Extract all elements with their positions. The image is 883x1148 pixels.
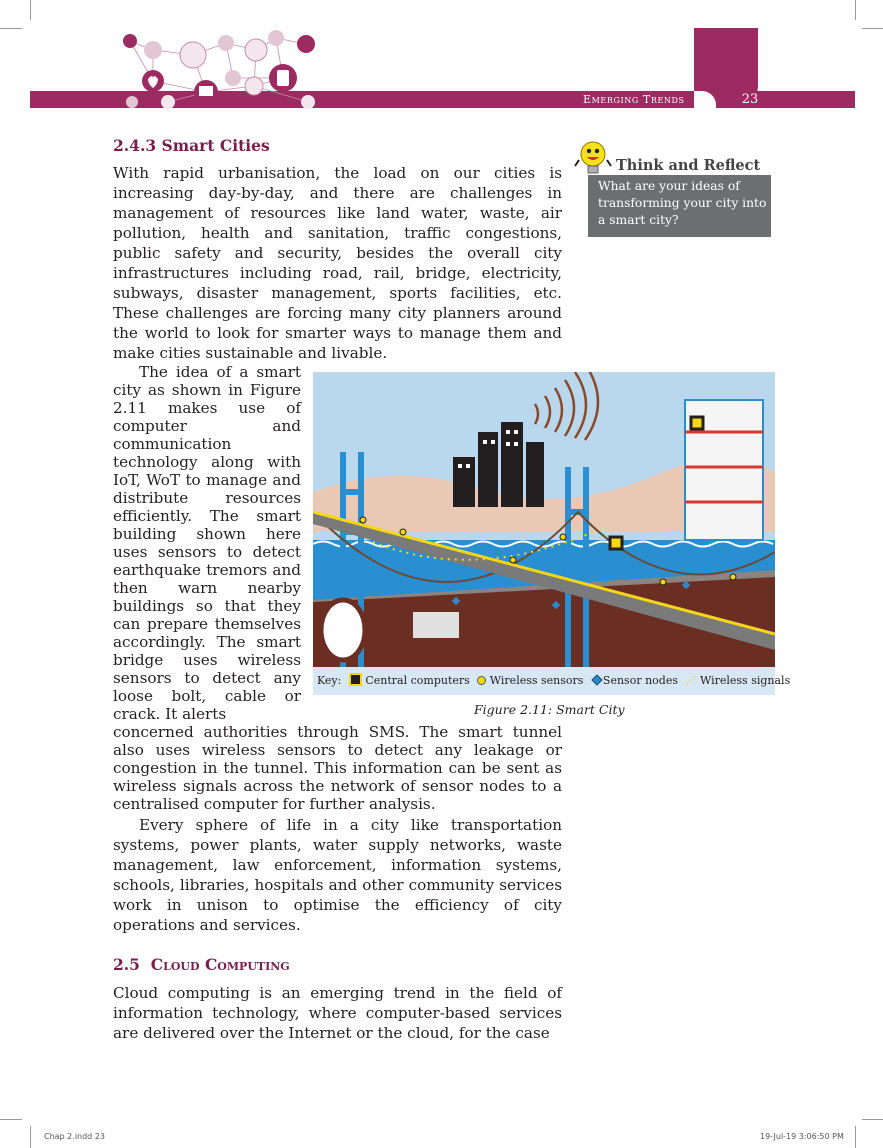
think-reflect-title: Think and Reflect bbox=[616, 157, 761, 174]
key-wireless-signals-label: Wireless signals bbox=[699, 674, 791, 687]
footer-timestamp: 19-Jul-19 3:06:50 PM bbox=[760, 1132, 844, 1141]
footer-file-label: Chap 2.indd 23 bbox=[44, 1132, 105, 1141]
section-title: Cloud Computing bbox=[150, 955, 290, 974]
key-sensor-nodes-label: Sensor nodes bbox=[602, 674, 678, 687]
paragraph-every-sphere: Every sphere of life in a city like transportation systems, power plants, water supply networks, waste management, law enforcement, information systems, schools, libraries, hospitals and other community services work in unison to optimise the efficiency of city operations and services. bbox=[113, 816, 562, 934]
bulb-icon bbox=[573, 138, 613, 180]
crop-mark bbox=[862, 28, 883, 29]
crop-mark bbox=[30, 1126, 31, 1148]
smart-city-illustration bbox=[313, 372, 775, 696]
crop-mark bbox=[0, 28, 22, 29]
section-heading-cloud-computing bbox=[113, 955, 413, 975]
key-wireless-signals bbox=[685, 667, 790, 695]
section-number: 2.5 bbox=[113, 955, 140, 974]
key-wireless-sensors bbox=[477, 667, 583, 695]
crop-mark bbox=[0, 1119, 22, 1120]
page-number: 23 bbox=[741, 92, 759, 107]
crop-mark bbox=[30, 0, 31, 20]
sensor-node-icon bbox=[591, 674, 602, 685]
paragraph-smart-tunnel: concerned authorities through SMS. The smart tunnel also uses wireless sensors to detect any leakage or congestion in the tunnel. This information can be sent as wireless signals across the network of sensor nodes to a centralised computer for further analysis. bbox=[113, 723, 562, 813]
network-icons-art bbox=[108, 28, 328, 112]
figure-caption: Figure 2.11: Smart City bbox=[474, 702, 625, 717]
central-computer-icon bbox=[349, 673, 362, 686]
running-head: Emerging Trends bbox=[583, 93, 685, 106]
key-sensor-nodes bbox=[591, 667, 678, 695]
key-wireless-sensors-label: Wireless sensors bbox=[489, 674, 584, 687]
crop-mark bbox=[855, 0, 856, 20]
wireless-signal-icon: ⋰ bbox=[685, 674, 697, 687]
key-central-computers-label: Central computers bbox=[365, 674, 470, 687]
paragraph-cloud-computing: Cloud computing is an emerging trend in the field of information technology, where computer-based services are delivered over the Internet or the cloud, for the case bbox=[113, 984, 562, 1042]
figure-key bbox=[313, 667, 791, 695]
think-reflect-box: What are your ideas of transforming your city into a smart city? bbox=[588, 175, 771, 237]
section-heading-smart-cities: 2.4.3 Smart Cities bbox=[113, 136, 270, 155]
figure-key-label: Key: bbox=[317, 674, 342, 687]
wireless-sensor-icon bbox=[477, 676, 486, 685]
crop-mark bbox=[862, 1119, 883, 1120]
paragraph-urbanisation: With rapid urbanisation, the load on our cities is increasing day-by-day, and there are challenges in management of resources like land water, waste, air pollution, health and sanitation, traffic congestions, public safety and security, besides the overall city infrastructures including road, rail, bridge, electricity, subways, disaster management, sports facilities, etc. These challenges are forcing many city planners around the world to look for smarter ways to manage them and make cities sustainable and livable. bbox=[113, 164, 562, 362]
paragraph-smart-city-idea: The idea of a smart city as shown in Figure 2.11 makes use of computer and communication technology along with IoT, WoT to manage and distribute resources efficiently. The smart building shown here uses sensors to detect earthquake tremors and then warn nearby buildings so that they can prepare themselves accordingly. The smart bridge uses wireless sensors to detect any loose bolt, cable or crack. It alerts bbox=[113, 363, 301, 723]
key-central-computers bbox=[349, 667, 470, 695]
